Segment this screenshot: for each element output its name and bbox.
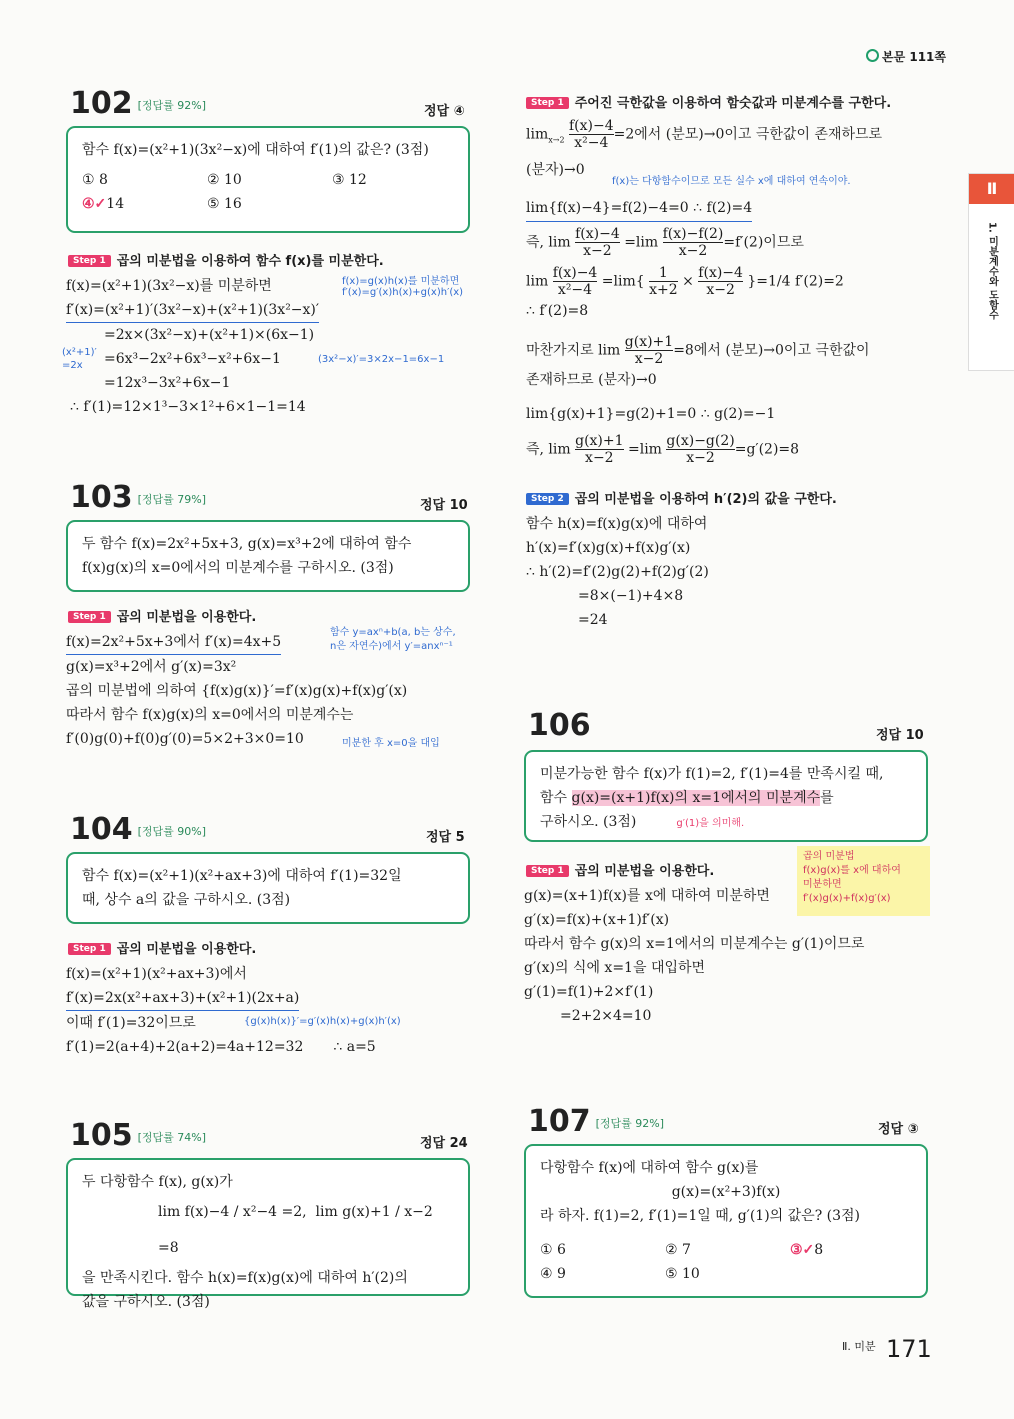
step1-103: Step 1 곱의 미분법을 이용한다. <box>68 606 256 625</box>
answer-105: 정답 24 <box>420 1136 468 1151</box>
problem-number: 102 <box>70 86 133 121</box>
chapter-side-tab <box>968 173 1014 371</box>
note-derivative-2: (3x²−x)′=3×2x−1=6x−1 <box>318 354 445 365</box>
step2-105: Step 2 곱의 미분법을 이용하여 h′(2)의 값을 구한다. <box>526 488 837 507</box>
solution-104: f(x)=(x²+1)(x²+ax+3)에서 f′(x)=2x(x²+ax+3)+(x²+1)(2x+a) 이때 f′(1)=32이므로 f′(1)=2(a+4)+2(a+2)=4a+12=32 ∴ a=5 <box>66 966 376 1055</box>
page-reference: 본문 111쪽 <box>866 48 946 65</box>
choice-5: ⑤ 10 <box>665 1266 700 1282</box>
problem-106-header: 106 <box>528 708 591 743</box>
question-box-107: 다항함수 f(x)에 대하여 함수 g(x)를 g(x)=(x²+3)f(x) 라 하자. f(1)=2, f′(1)=1일 때, g′(1)의 값은? (3점) ① 6 ② 7 ③✓8 ④ 9 ⑤ 10 <box>524 1144 928 1298</box>
choice-3: ③ 12 <box>332 172 367 188</box>
note-continuity: f(x)는 다항함수이므로 모든 실수 x에 대하여 연속이야. <box>612 176 851 187</box>
question-text: 함수 f(x)=(x²+1)(3x²−x)에 대하여 f′(1)의 값은? (3점) <box>82 142 429 158</box>
check-mark-icon: ③✓ <box>790 1242 815 1258</box>
question-box-104: 함수 f(x)=(x²+1)(x²+ax+3)에 대하여 f′(1)=32일 때, 상수 a의 값을 구하시오. (3점) <box>66 852 470 924</box>
chapter-roman: Ⅱ <box>969 174 1014 204</box>
question-box-105: 두 다항함수 f(x), g(x)가 lim f(x)−4 / x²−4 =2, lim g(x)+1 / x−2 =8 을 만족시킨다. 함수 h(x)=f(x)g(x)에 대하여 h′(2)의 값을 구하시오. (3점) <box>66 1158 470 1296</box>
step1-106: Step 1 곱의 미분법을 이용한다. <box>526 860 714 879</box>
note-substitute: 미분한 후 x=0을 대입 <box>342 738 440 749</box>
solution-105-step2: 함수 h(x)=f(x)g(x)에 대하여 h′(x)=f′(x)g(x)+f(x)g′(x) ∴ h′(2)=f′(2)g(2)+f(2)g′(2) =8×(−1)+4×8 =24 <box>526 516 709 628</box>
choice-3: ③✓8 <box>790 1242 824 1258</box>
solution-106: g(x)=(x+1)f(x)를 x에 대하여 미분하면 g′(x)=f(x)+(x+1)f′(x) 따라서 함수 g(x)의 x=1에서의 미분계수는 g′(1)이므로 g′(x)의 식에 x=1을 대입하면 g′(1)=f(1)+2×f′(1) =2+2×4=10 <box>524 888 865 1024</box>
note-derivative: (x²+1)′ =2x <box>62 347 97 371</box>
choice-2: ② 10 <box>207 172 242 188</box>
circle-icon <box>866 49 879 62</box>
page-number: 171 <box>886 1335 932 1363</box>
choice-1: ① 6 <box>540 1242 566 1258</box>
choice-1: ① 8 <box>82 172 108 188</box>
highlight: g(x)=(x+1)f(x)의 x=1에서의 미분계수 <box>571 790 821 806</box>
answer-106: 정답 10 <box>876 728 924 743</box>
problem-107-header: 107 [정답률 92%] <box>528 1104 665 1139</box>
problem-102-header <box>70 86 206 121</box>
answer-104: 정답 5 <box>426 830 465 845</box>
choice-4: ④✓14 <box>82 196 125 212</box>
answer-103: 정답 10 <box>420 498 468 513</box>
solution-102: f(x)=(x²+1)(3x²−x)를 미분하면 f′(x)=(x²+1)′(3x²−x)+(x²+1)(3x²−x)′ =2x×(3x²−x)+(x²+1)×(6x−1) =6x³−2x²+6x³−x²+6x−1 =12x³−3x²+6x−1 ∴ f′(1)=12×1³−3×1²+6×1−1=14 <box>66 278 320 415</box>
check-mark-icon: ④✓ <box>82 196 107 212</box>
choices <box>82 168 454 216</box>
tip-box: 곱의 미분법 f(x)g(x)를 x에 대하여 미분하면 f′(x)g(x)+f(x)g′(x) <box>797 846 930 916</box>
answer-102: 정답 ④ <box>424 104 465 119</box>
solution-103: f(x)=2x²+5x+3에서 f′(x)=4x+5 g(x)=x³+2에서 g′(x)=3x² 곱의 미분법에 의하여 {f(x)g(x)}′=f′(x)g(x)+f(x)g′(x) 따라서 함수 f(x)g(x)의 x=0에서의 미분계수는 f′(0)g(0)+f(0)g′(0)=5×2+3×0=10 <box>66 630 407 751</box>
problem-103-header: 103 [정답률 79%] <box>70 480 207 515</box>
question-box-103: 두 함수 f(x)=2x²+5x+3, g(x)=x³+2에 대하여 함수 f(x)g(x)의 x=0에서의 미분계수를 구하시오. (3점) <box>66 520 470 592</box>
choice-2: ② 7 <box>665 1242 691 1258</box>
correct-rate: [정답률 92%] <box>137 99 207 112</box>
step1-104: Step 1 곱의 미분법을 이용한다. <box>68 938 256 957</box>
answer-107: 정답 ③ <box>878 1122 919 1137</box>
note-product-rule-104: {g(x)h(x)}′=g′(x)h(x)+g(x)h′(x) <box>244 1016 401 1027</box>
choice-4: ④ 9 <box>540 1266 566 1282</box>
question-box-102 <box>66 126 470 233</box>
solution-105: $\lim_{x\to 2}$ $\frac{f(x)-4}{\text{x²−4}}$ =2에서 (분모)→0이고 극한값이 존재하므로 (분자)→0 lim{f(x)−4}=f(2)−4=0 ∴ f(2)=4 즉, lim $\frac{f(x)-4}{x-2}$ =lim $\frac{f(x)-f(2)}{x-2}$ =f′(2)이므로 lim $\frac{f(x)-4}{\text{x²−4}}$ =lim{ $\frac{1}{x+2}$ × $\frac{f(x)-4}{x-2}$ }=1/4 f′(2)=2 ∴ f′(2)=8 마찬가지로 lim $\frac{g(x)+1}{x-2}$ =8에서 (분모)→0이고 극한값이 존재하므로 (분자)→0 lim{g(x)+1}=g(2)+1=0 ∴ g(2)=−1 즉, lim $\frac{g(x)+1}{x-2}$ =lim $\frac{g(x)-g(2)}{x-2}$ =g′(2)=8 <box>526 118 883 467</box>
problem-104-header: 104 [정답률 90%] <box>70 812 207 847</box>
step1-105: Step 1 주어진 극한값을 이용하여 함숫값과 미분계수를 구한다. <box>526 92 891 111</box>
note-product-rule: f(x)=g(x)h(x)를 미분하면 f′(x)=g′(x)h(x)+g(x)h′(x) <box>342 276 464 298</box>
note-power-rule: 함수 y=axⁿ+b(a, b는 상수, n은 자연수)에서 y′=anxⁿ⁻¹ <box>330 627 456 652</box>
choice-5: ⑤ 16 <box>207 196 242 212</box>
step-badge: Step 1 <box>68 255 111 267</box>
chapter-title: 1. 미분계수와 도함수 <box>986 222 998 320</box>
footer-chapter: Ⅱ. 미분 <box>842 1340 876 1353</box>
problem-105-header: 105 [정답률 74%] <box>70 1118 207 1153</box>
question-box-106: 미분가능한 함수 f(x)가 f(1)=2, f′(1)=4를 만족시킬 때, 함수 g(x)=(x+1)f(x)의 x=1에서의 미분계수를 구하시오. (3점) g′(1)을 의미해. <box>524 750 928 842</box>
step1-102: Step 1 곱의 미분법을 이용하여 함수 f(x)를 미분한다. <box>68 250 384 269</box>
